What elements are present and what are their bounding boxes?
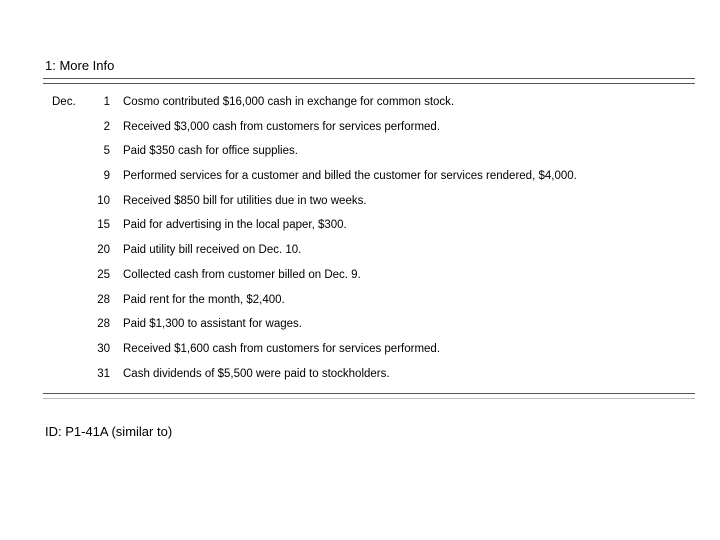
transaction-row xyxy=(0,169,720,194)
transaction-description: Paid utility bill received on Dec. 10. xyxy=(123,244,302,257)
transaction-day: 28 xyxy=(97,293,110,306)
transaction-description: Paid for advertising in the local paper, $300. xyxy=(123,219,347,232)
transaction-row xyxy=(0,268,720,293)
transaction-list xyxy=(0,95,720,391)
transaction-description: Performed services for a customer and billed the customer for services rendered, $4,000. xyxy=(123,170,577,183)
transaction-row xyxy=(0,144,720,169)
transaction-description: Cosmo contributed $16,000 cash in exchange for common stock. xyxy=(123,96,455,108)
transaction-description: Paid $1,300 to assistant for wages. xyxy=(123,318,302,331)
transaction-row xyxy=(0,317,720,342)
transaction-day: 9 xyxy=(103,170,110,183)
transaction-day: 15 xyxy=(97,219,110,232)
top-divider xyxy=(43,78,695,79)
bottom-divider xyxy=(43,393,695,394)
month-label: Dec. xyxy=(52,96,76,108)
transaction-description: Received $850 bill for utilities due in two weeks. xyxy=(123,194,367,207)
top-divider-secondary xyxy=(43,83,695,84)
transaction-day: 28 xyxy=(97,318,110,331)
transaction-day: 30 xyxy=(97,342,110,355)
transaction-row xyxy=(0,367,720,392)
panel-title: 1: More Info xyxy=(45,58,115,73)
transaction-day: 2 xyxy=(103,120,110,133)
bottom-divider-secondary xyxy=(43,398,695,399)
transaction-description: Received $1,600 cash from customers for services performed. xyxy=(123,342,441,355)
transaction-row xyxy=(0,243,720,268)
transaction-row xyxy=(0,293,720,318)
transaction-row xyxy=(0,194,720,219)
problem-id: ID: P1-41A (similar to) xyxy=(45,424,173,439)
transaction-description: Received $3,000 cash from customers for services performed. xyxy=(123,120,441,133)
transaction-description: Cash dividends of $5,500 were paid to stockholders. xyxy=(123,367,390,380)
transaction-day: 20 xyxy=(97,244,110,257)
transaction-description: Paid $350 cash for office supplies. xyxy=(123,145,298,158)
transaction-description: Collected cash from customer billed on Dec. 9. xyxy=(123,268,361,281)
transaction-day: 5 xyxy=(103,145,110,158)
transaction-day: 25 xyxy=(97,268,110,281)
transaction-description: Paid rent for the month, $2,400. xyxy=(123,293,285,306)
transaction-day: 31 xyxy=(97,367,110,380)
transaction-row xyxy=(0,95,720,120)
transaction-row xyxy=(0,120,720,145)
transaction-row xyxy=(0,342,720,367)
transaction-day: 10 xyxy=(97,194,110,207)
transaction-day: 1 xyxy=(103,96,110,108)
transaction-row xyxy=(0,218,720,243)
